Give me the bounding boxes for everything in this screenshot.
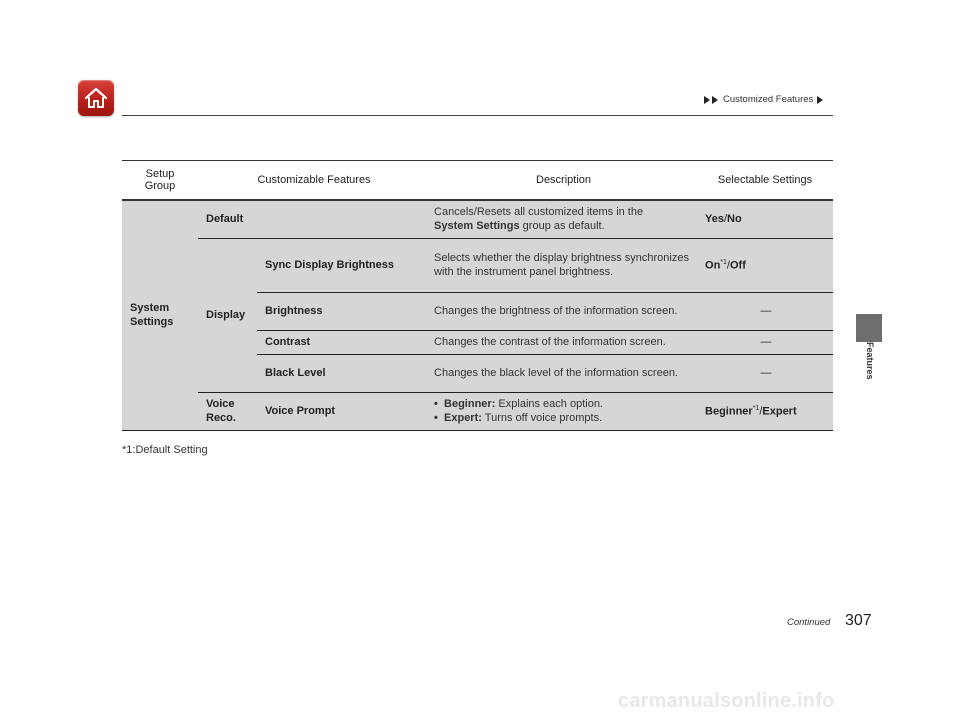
setting-default: Yes/No bbox=[697, 200, 833, 238]
setting-sync-display-brightness: On$^{*1}$/Off bbox=[697, 238, 833, 292]
col-header-description: Description bbox=[430, 161, 697, 201]
description-brightness: Changes the brightness of the information screen. bbox=[430, 292, 697, 330]
arrow-right-icon bbox=[817, 96, 823, 104]
feature-voice-prompt: Voice Prompt bbox=[257, 392, 430, 430]
watermark-text: carmanualsonline.info bbox=[618, 690, 835, 712]
feature-black-level: Black Level bbox=[257, 354, 430, 392]
setting-contrast: — bbox=[697, 330, 833, 354]
feature-brightness: Brightness bbox=[257, 292, 430, 330]
home-icon bbox=[83, 86, 109, 110]
table-row bbox=[122, 238, 833, 292]
list-item: • Expert: Turns off voice prompts. bbox=[434, 411, 691, 425]
col-header-customizable-features: Customizable Features bbox=[198, 161, 430, 201]
setting-black-level: — bbox=[697, 354, 833, 392]
setting-voice-prompt: Beginner$^{*1}$/Expert bbox=[697, 392, 833, 430]
section-tab-marker[interactable] bbox=[856, 314, 882, 342]
breadcrumb bbox=[704, 94, 823, 105]
subgroup-voice-reco: Voice Reco. bbox=[198, 392, 257, 430]
col-header-selectable-settings: Selectable Settings bbox=[697, 161, 833, 201]
col-header-setup-group: Setup Group bbox=[122, 161, 198, 201]
table-row bbox=[122, 200, 833, 238]
table-row bbox=[122, 392, 833, 430]
system-settings-term: System Settings bbox=[434, 220, 520, 233]
customizable-features-table bbox=[122, 160, 833, 431]
arrow-right-icon bbox=[712, 96, 718, 104]
continued-label: Continued bbox=[787, 617, 831, 628]
setting-brightness: — bbox=[697, 292, 833, 330]
group-system-settings: System Settings bbox=[122, 200, 198, 430]
description-black-level: Changes the black level of the information screen. bbox=[430, 354, 697, 392]
description-sync-display-brightness: Selects whether the display brightness synchronizes with the instrument panel brightness. bbox=[430, 238, 697, 292]
list-item: • Beginner: Explains each option. bbox=[434, 397, 691, 411]
header-divider bbox=[122, 115, 833, 116]
home-button[interactable] bbox=[78, 80, 114, 116]
feature-default: Default bbox=[198, 200, 430, 238]
description-default: Cancels/Resets all customized items in the System Settings group as default. bbox=[430, 200, 697, 238]
description-voice-prompt bbox=[430, 392, 697, 430]
subgroup-display: Display bbox=[198, 238, 257, 392]
arrow-right-icon bbox=[704, 96, 710, 104]
feature-contrast: Contrast bbox=[257, 330, 430, 354]
table-header-row bbox=[122, 161, 833, 201]
page-number: 307 bbox=[845, 612, 872, 629]
footnote-default-setting: *1:Default Setting bbox=[122, 444, 208, 456]
feature-sync-display-brightness: Sync Display Brightness bbox=[257, 238, 430, 292]
description-contrast: Changes the contrast of the information screen. bbox=[430, 330, 697, 354]
section-tab-label: Features bbox=[865, 342, 875, 380]
breadcrumb-link-customized-features[interactable]: Customized Features bbox=[723, 94, 814, 105]
